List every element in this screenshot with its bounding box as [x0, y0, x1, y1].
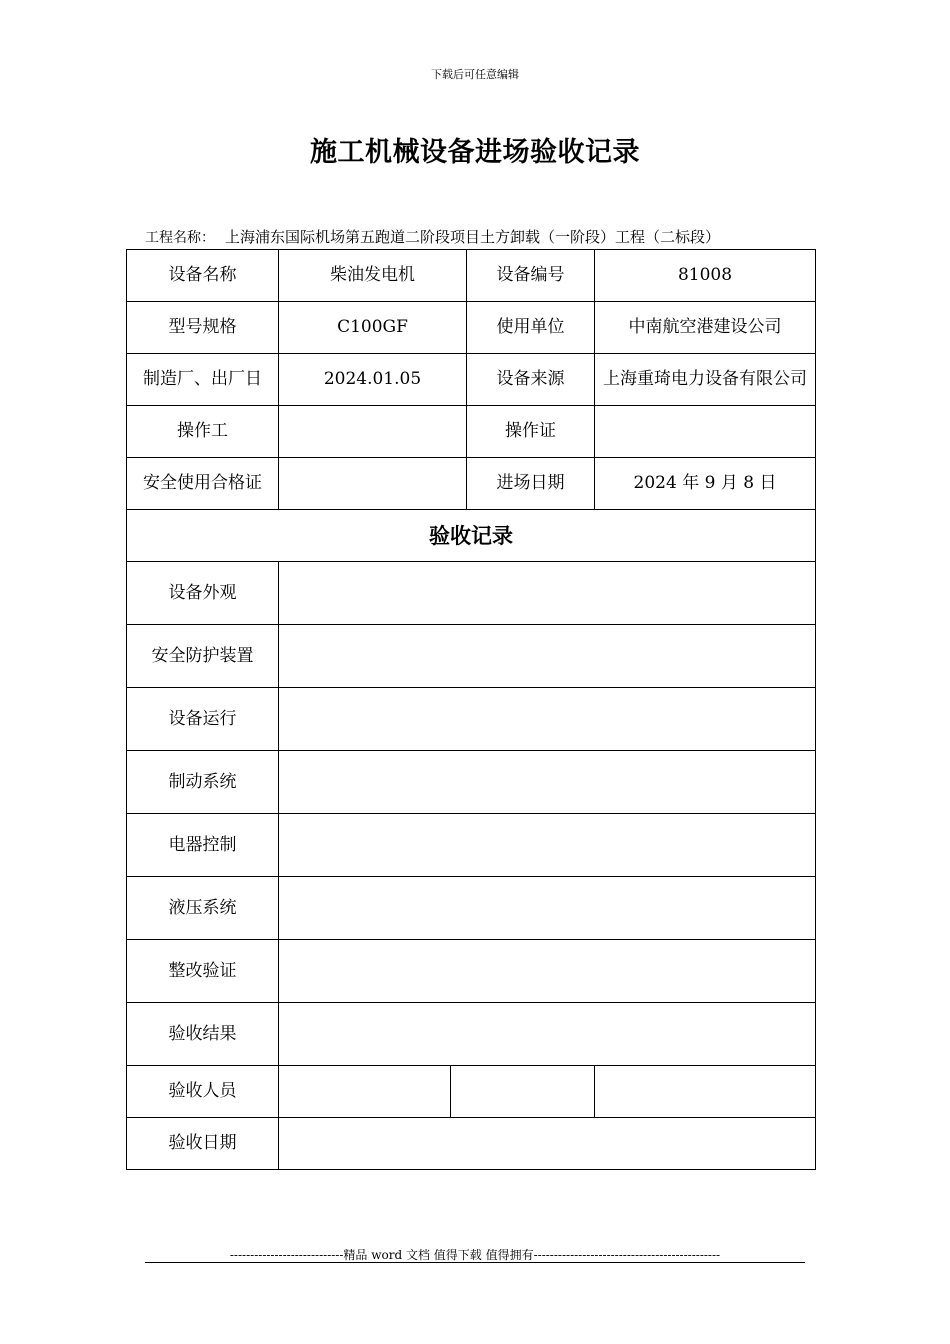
check-value[interactable] [279, 1003, 816, 1066]
check-value[interactable] [279, 562, 816, 625]
check-row [127, 1003, 816, 1066]
inspection-date-value[interactable] [279, 1118, 816, 1170]
value-operator-cert[interactable] [595, 406, 816, 458]
check-label: 验收结果 [127, 1003, 279, 1066]
check-row [127, 751, 816, 814]
info-row [127, 302, 816, 354]
footer-divider [145, 1262, 805, 1263]
project-name: 上海浦东国际机场第五跑道二阶段项目土方卸载（一阶段）工程（二标段） [225, 228, 721, 246]
check-label: 设备外观 [127, 562, 279, 625]
inspectors-label: 验收人员 [127, 1066, 279, 1118]
check-label: 电器控制 [127, 814, 279, 877]
label-equipment-no: 设备编号 [467, 250, 595, 302]
check-row [127, 940, 816, 1003]
inspectors-row [127, 1066, 816, 1118]
check-label: 设备运行 [127, 688, 279, 751]
check-value[interactable] [279, 940, 816, 1003]
label-user-unit: 使用单位 [467, 302, 595, 354]
value-equipment-source: 上海重琦电力设备有限公司 [595, 354, 816, 406]
label-operator-cert: 操作证 [467, 406, 595, 458]
inspector-signature-1[interactable] [279, 1066, 451, 1118]
value-equipment-no: 81008 [595, 250, 816, 302]
value-manufacturer-date: 2024.01.05 [279, 354, 467, 406]
info-row [127, 354, 816, 406]
section-heading-row [127, 510, 816, 562]
check-value[interactable] [279, 751, 816, 814]
check-value[interactable] [279, 688, 816, 751]
label-manufacturer-date: 制造厂、出厂日 [127, 354, 279, 406]
check-row [127, 625, 816, 688]
value-entry-date: 2024 年 9 月 8 日 [595, 458, 816, 510]
label-entry-date: 进场日期 [467, 458, 595, 510]
value-user-unit: 中南航空港建设公司 [595, 302, 816, 354]
check-row [127, 814, 816, 877]
project-line [145, 226, 720, 247]
label-equipment-name: 设备名称 [127, 250, 279, 302]
check-value[interactable] [279, 877, 816, 940]
info-row [127, 406, 816, 458]
section-heading: 验收记录 [127, 510, 816, 562]
inspection-date-row [127, 1118, 816, 1170]
check-value[interactable] [279, 625, 816, 688]
label-model: 型号规格 [127, 302, 279, 354]
inspection-date-label: 验收日期 [127, 1118, 279, 1170]
header-note: 下载后可任意编辑 [431, 68, 519, 81]
check-label: 制动系统 [127, 751, 279, 814]
project-label: 工程名称： [145, 230, 215, 246]
page-title: 施工机械设备进场验收记录 [310, 137, 640, 168]
inspector-signature-2[interactable] [451, 1066, 595, 1118]
value-model: C100GF [279, 302, 467, 354]
acceptance-form-table [126, 249, 816, 1170]
check-value[interactable] [279, 814, 816, 877]
check-label: 整改验证 [127, 940, 279, 1003]
info-row [127, 458, 816, 510]
check-row [127, 688, 816, 751]
check-row [127, 877, 816, 940]
label-equipment-source: 设备来源 [467, 354, 595, 406]
footer-text: ----------------------------精品 word 文档 值得下载 值得拥有---------------------------------------------- [229, 1248, 721, 1262]
label-operator: 操作工 [127, 406, 279, 458]
label-safety-cert: 安全使用合格证 [127, 458, 279, 510]
value-safety-cert[interactable] [279, 458, 467, 510]
value-equipment-name: 柴油发电机 [279, 250, 467, 302]
check-label: 液压系统 [127, 877, 279, 940]
info-row [127, 250, 816, 302]
inspector-signature-3[interactable] [595, 1066, 816, 1118]
value-operator[interactable] [279, 406, 467, 458]
check-row [127, 562, 816, 625]
check-label: 安全防护装置 [127, 625, 279, 688]
